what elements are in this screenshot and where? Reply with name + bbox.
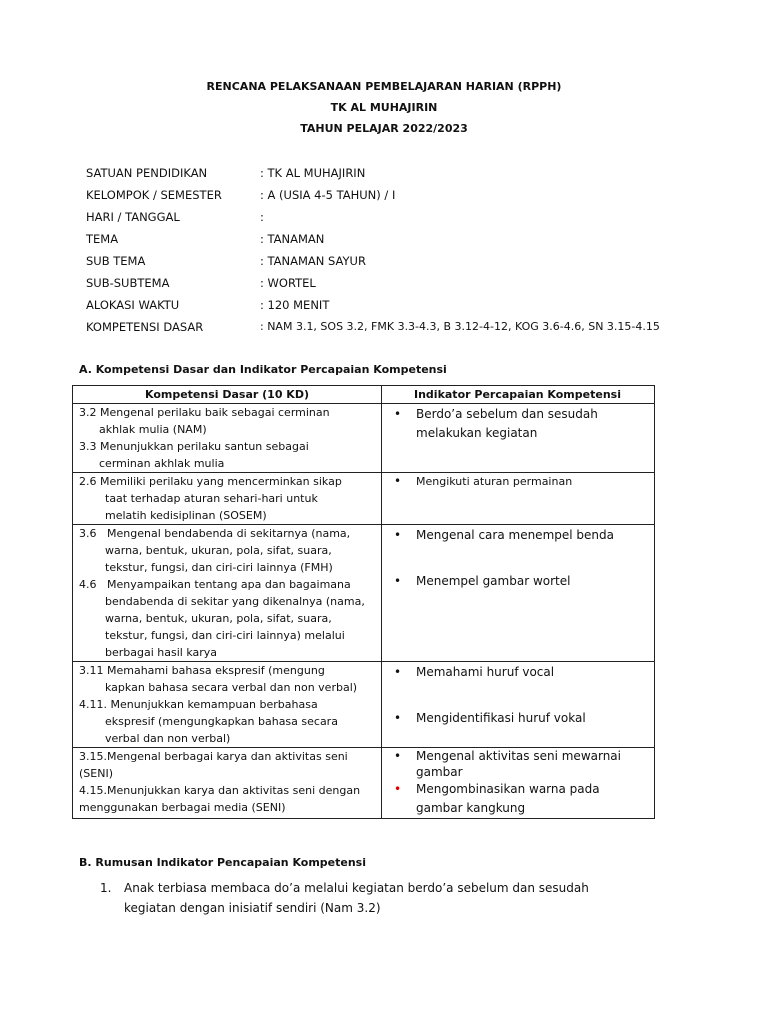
indicator-cell	[382, 662, 655, 748]
kd-text: verbal dan non verbal)	[105, 732, 231, 745]
school-year: TAHUN PELAJAR 2022/2023	[300, 122, 468, 135]
kd-item	[73, 473, 381, 524]
kd-text: berbagai hasil karya	[105, 646, 218, 659]
kd-item	[73, 662, 381, 747]
bullet-icon: •	[394, 407, 402, 421]
kd-text: Mengenal bendabenda di sekitarnya (nama,	[107, 527, 351, 540]
kd-text: 4.15.Menunjukkan karya dan aktivitas seni dengan	[79, 784, 361, 797]
kd-text: 4.11. Menunjukkan kemampuan berbahasa	[79, 698, 318, 711]
indicator-text: Mengikuti aturan permainan	[416, 475, 573, 488]
kd-text: Mengenal perilaku baik sebagai cerminan	[100, 406, 330, 419]
kd-text: ekspresif (mengungkapkan bahasa secara	[105, 715, 338, 728]
school-name: TK AL MUHAJIRIN	[330, 101, 438, 114]
indicator-text: gambar	[416, 765, 463, 779]
kd-cell	[73, 748, 382, 819]
indicator-cell	[382, 473, 655, 525]
kd-text: melatih kedisiplinan (SOSEM)	[105, 509, 267, 522]
identity-value: : TANAMAN	[260, 232, 325, 246]
bullet-icon: •	[394, 711, 402, 725]
identity-label: TEMA	[86, 232, 119, 246]
kd-text: 3.15.Mengenal berbagai karya dan aktivitas seni	[79, 750, 348, 763]
list-text: kegiatan dengan inisiatif sendiri (Nam 3.2)	[124, 901, 381, 915]
indicator-text: gambar kangkung	[416, 801, 526, 815]
identity-label: SATUAN PENDIDIKAN	[86, 166, 208, 180]
kd-item	[73, 525, 381, 576]
identity-label: ALOKASI WAKTU	[86, 298, 180, 312]
identity-value: : TANAMAN SAYUR	[260, 254, 366, 268]
indicator-item	[382, 473, 654, 490]
bullet-icon: •	[394, 528, 402, 542]
bullet-icon: •	[394, 474, 402, 488]
indicator-text: Mengidentifikasi huruf vokal	[416, 711, 586, 725]
indicator-item	[382, 405, 654, 443]
kd-cell	[73, 662, 382, 748]
list-item	[100, 878, 620, 918]
bullet-icon: •	[394, 665, 402, 679]
indicator-item	[382, 663, 654, 682]
section-b-title: B. Rumusan Indikator Pencapaian Kompetensi	[79, 856, 366, 869]
kd-text: taat terhadap aturan sehari-hari untuk	[105, 492, 318, 505]
table-header-row	[73, 386, 655, 404]
kd-cell	[73, 525, 382, 662]
kd-number: 4.6	[79, 578, 97, 591]
document-title: RENCANA PELAKSANAAN PEMBELAJARAN HARIAN (RPPH)	[206, 80, 562, 93]
kd-text: (SENI)	[79, 767, 113, 780]
list-text: Anak terbiasa membaca do’a melalui kegiatan berdo’a sebelum dan sesudah	[124, 881, 589, 895]
indicator-text: Berdo’a sebelum dan sesudah	[416, 407, 598, 421]
identity-value: : NAM 3.1, SOS 3.2, FMK 3.3-4.3, B 3.12-4-12, KOG 3.6-4.6, SN 3.15-4.15	[260, 320, 660, 333]
indicator-text: Mengenal aktivitas seni mewarnai	[416, 749, 621, 763]
identity-value: : A (USIA 4-5 TAHUN) / I	[260, 188, 396, 202]
indicator-text: Memahami huruf vocal	[416, 665, 555, 679]
indicator-cell	[382, 525, 655, 662]
table-row	[73, 662, 655, 748]
identity-label: KOMPETENSI DASAR	[86, 320, 204, 334]
kd-text: 2.6 Memiliki perilaku yang mencerminkan sikap	[79, 475, 342, 488]
kd-cell	[73, 473, 382, 525]
kd-text: warna, bentuk, ukuran, pola, sifat, suara,	[105, 612, 332, 625]
competency-table	[72, 385, 655, 819]
section-a-title: A. Kompetensi Dasar dan Indikator Percapaian Kompetensi	[79, 363, 447, 376]
table-row	[73, 404, 655, 473]
identity-value: : TK AL MUHAJIRIN	[260, 166, 366, 180]
kd-text: 3.11 Memahami bahasa ekspresif (mengung	[79, 664, 325, 677]
kd-text: warna, bentuk, ukuran, pola, sifat, suara,	[105, 544, 332, 557]
indicator-text: melakukan kegiatan	[416, 426, 538, 440]
identity-value: :	[260, 210, 264, 224]
indicator-item	[382, 748, 654, 780]
identity-label: HARI / TANGGAL	[86, 210, 180, 224]
indicator-text: Menempel gambar wortel	[416, 574, 571, 588]
identity-label: SUB-SUBTEMA	[86, 276, 170, 290]
kd-number: 3.2	[79, 406, 97, 419]
identity-value: : WORTEL	[260, 276, 316, 290]
kd-number: 3.6	[79, 527, 97, 540]
bullet-icon: •	[394, 749, 402, 763]
identity-label: SUB TEMA	[86, 254, 146, 268]
indicator-item	[382, 709, 654, 728]
kd-text: bendabenda di sekitar yang dikenalnya (nama,	[105, 595, 365, 608]
indicator-cell	[382, 748, 655, 819]
table-row	[73, 525, 655, 662]
indicator-item	[382, 526, 654, 545]
kd-text: tekstur, fungsi, dan ciri-ciri lainnya) melalui	[105, 629, 345, 642]
kd-text: Menunjukkan perilaku santun sebagai	[100, 440, 309, 453]
table-row	[73, 473, 655, 525]
kd-text: kapkan bahasa secara verbal dan non verbal)	[105, 681, 358, 694]
kd-text: tekstur, fungsi, dan ciri-ciri lainnya (FMH)	[105, 561, 333, 574]
bullet-icon: •	[394, 782, 402, 796]
kd-text: menggunakan berbagai media (SENI)	[79, 801, 286, 814]
kd-item	[73, 438, 381, 472]
column-header: Indikator Percapaian Kompetensi	[382, 386, 655, 404]
identity-label: KELOMPOK / SEMESTER	[86, 188, 222, 202]
bullet-icon: •	[394, 574, 402, 588]
kd-text: cerminan akhlak mulia	[99, 457, 225, 470]
kd-item	[73, 748, 381, 816]
table-row	[73, 748, 655, 819]
kd-number: 3.3	[79, 440, 97, 453]
identity-value: : 120 MENIT	[260, 298, 330, 312]
indicator-item	[382, 572, 654, 591]
kd-cell	[73, 404, 382, 473]
indicator-text: Mengombinasikan warna pada	[416, 782, 600, 796]
kd-item	[73, 576, 381, 661]
column-header: Kompetensi Dasar (10 KD)	[73, 386, 382, 404]
kd-text: akhlak mulia (NAM)	[99, 423, 207, 436]
indicator-formulation-list	[100, 878, 620, 918]
indicator-text: Mengenal cara menempel benda	[416, 528, 614, 542]
list-number: 1.	[100, 881, 112, 895]
indicator-item	[382, 780, 654, 818]
kd-text: Menyampaikan tentang apa dan bagaimana	[107, 578, 351, 591]
kd-item	[73, 404, 381, 438]
indicator-cell	[382, 404, 655, 473]
